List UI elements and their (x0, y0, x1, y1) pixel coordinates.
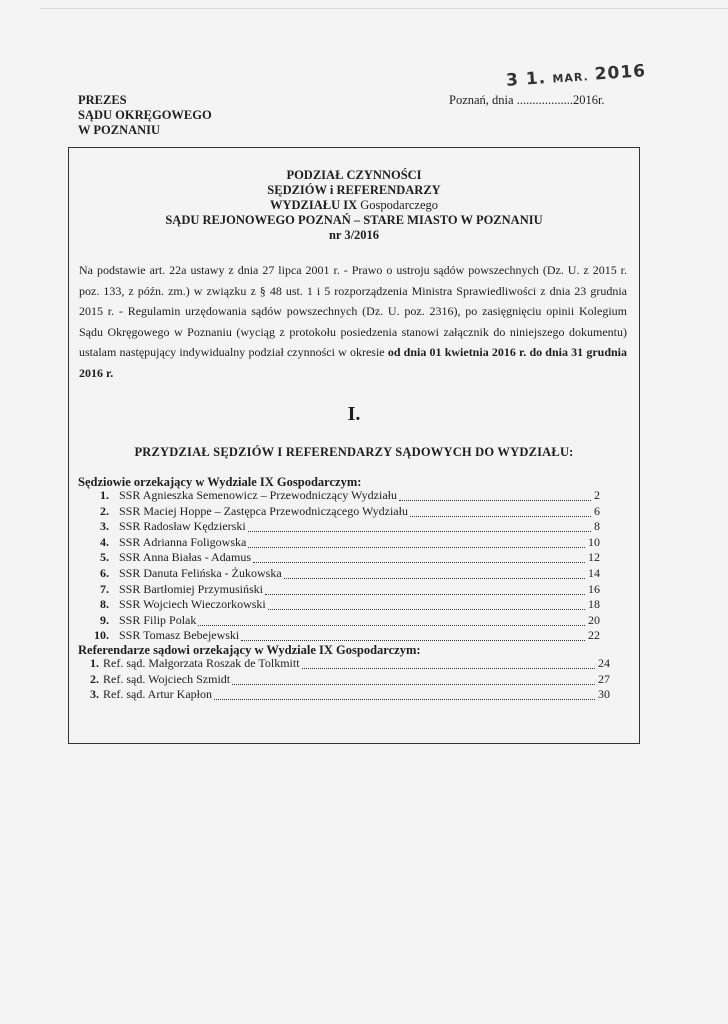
referendary-entry-dot-leader (302, 667, 595, 669)
referendary-entry (69, 687, 639, 703)
judge-entry-page: 12 (588, 550, 600, 565)
judge-entry (69, 504, 639, 520)
judge-entry-number: 9. (100, 612, 109, 627)
referendary-entry-number: 1. (90, 656, 99, 670)
title-line-3-rest: Gospodarczego (357, 198, 439, 212)
judge-entry-dot-leader (248, 530, 591, 532)
judge-entry-page: 8 (594, 519, 600, 534)
issuer-line-3: W POZNANIU (78, 123, 161, 137)
judge-entry (69, 535, 639, 551)
judge-entry-dot-leader (284, 577, 585, 579)
judge-entry-name: SSR Anna Białas - Adamus (119, 550, 252, 565)
judge-entry-name: SSR Radosław Kędzierski (119, 519, 246, 534)
judge-entry-page: 20 (588, 612, 600, 627)
judges-list (69, 488, 639, 644)
judge-entry-name: SSR Wojciech Wieczorkowski (119, 597, 266, 612)
title-line-4: SĄDU REJONOWEGO POZNAŃ – STARE MIASTO W POZNANIU (165, 213, 543, 227)
section-title: PRZYDZIAŁ SĘDZIÓW I REFERENDARZY SĄDOWYCH DO WYDZIAŁU: (134, 445, 574, 459)
section-number: I. (347, 403, 361, 425)
referendary-entry-page: 24 (598, 656, 610, 670)
issuer-line-2: SĄDU OKRĘGOWEGO (78, 108, 212, 122)
judge-entry-dot-leader (268, 608, 585, 610)
judge-entry-number: 8. (100, 597, 109, 612)
judge-entry-page: 18 (588, 597, 600, 612)
judge-entry-page: 6 (594, 503, 600, 518)
judge-entry (69, 582, 639, 598)
judge-entry (69, 519, 639, 535)
judge-entry (69, 550, 639, 566)
referendaries-list (69, 656, 639, 703)
judge-entry-dot-leader (198, 624, 585, 626)
referendary-entry-dot-leader (214, 698, 595, 700)
legal-basis-paragraph (79, 260, 627, 383)
stamp-day: 3 1. (505, 68, 547, 91)
content-frame (68, 147, 640, 744)
judge-entry (69, 613, 639, 629)
referendary-entry-name: Ref. sąd. Wojciech Szmidt (103, 671, 231, 686)
judges-heading: Sędziowie orzekający w Wydziale IX Gospodarczym: (78, 475, 362, 489)
title-line-3 (69, 198, 639, 213)
judge-entry-dot-leader (265, 593, 585, 595)
judge-entry-number: 4. (100, 534, 109, 549)
judge-entry-number: 10. (94, 628, 109, 643)
received-date-stamp (505, 61, 646, 91)
judge-entry (69, 488, 639, 504)
judge-entry-page: 10 (588, 534, 600, 549)
judge-entry-dot-leader (253, 561, 585, 563)
referendary-entry (69, 656, 639, 672)
judge-entry-name: SSR Tomasz Bebejewski (119, 628, 240, 643)
referendary-entry (69, 672, 639, 688)
judge-entry-number: 5. (100, 550, 109, 565)
stamp-year: 2016 (594, 61, 647, 85)
referendary-entry-name: Ref. sąd. Artur Kapłon (103, 687, 212, 702)
place-date: Poznań, dnia ..................2016r. (449, 93, 605, 107)
judge-entry-name: SSR Agnieszka Semenowicz – Przewodniczący Wydziału (119, 488, 397, 502)
judge-entry-name: SSR Maciej Hoppe – Zastępca Przewodniczącego Wydziału (119, 503, 408, 518)
judge-entry-page: 2 (594, 488, 600, 502)
stamp-month: MAR. (551, 70, 590, 86)
judge-entry-number: 2. (100, 503, 109, 518)
judge-entry (69, 597, 639, 613)
judge-entry-page: 16 (588, 581, 600, 596)
title-line-2: SĘDZIÓW i REFERENDARZY (267, 183, 441, 197)
referendary-entry-number: 3. (90, 687, 99, 702)
legal-basis-text: Na podstawie art. 22a ustawy z dnia 27 lipca 2001 r. - Prawo o ustroju sądów powszechnych (Dz. U. z 2015 r. poz. 133, z późn. zm.) w związku z § 48 ust. 1 i 5 rozporządzenia Ministra Sprawiedliwości z dnia 23 grudnia 2015 r. - Regulamin urzędowania sądów powszechnych (Dz. U. poz. 2316), po zasięgnięciu opinii Kolegium Sądu Okręgowego w Poznaniu (wyciąg z protokołu posiedzenia stanowi załącznik do niniejszego dokumentu) ustalam następujący indywidualny podział czynności w okresie (79, 263, 627, 359)
referendary-entry-number: 2. (90, 671, 99, 686)
judge-entry-page: 22 (588, 628, 600, 643)
referendary-entry-name: Ref. sąd. Małgorzata Roszak de Tolkmitt (103, 656, 300, 670)
referendary-entry-page: 30 (598, 687, 610, 702)
judge-entry-dot-leader (399, 499, 591, 501)
judge-entry-name: SSR Bartłomiej Przymusiński (119, 581, 264, 596)
referendary-entry-dot-leader (232, 683, 595, 685)
title-line-1: PODZIAŁ CZYNNOŚCI (286, 168, 422, 182)
title-line-5: nr 3/2016 (328, 228, 380, 242)
issuer-line-1: PREZES (78, 93, 127, 107)
judge-entry-number: 6. (100, 565, 109, 580)
judge-entry-dot-leader (248, 546, 585, 548)
judge-entry-dot-leader (410, 515, 591, 517)
judge-entry-number: 1. (100, 488, 109, 502)
judge-entry (69, 566, 639, 582)
judge-entry-number: 7. (100, 581, 109, 596)
document-title (69, 168, 639, 243)
judge-entry-name: SSR Adrianna Foligowska (119, 534, 247, 549)
judge-entry-page: 14 (588, 565, 600, 580)
judge-entry-number: 3. (100, 519, 109, 534)
judge-entry-dot-leader (241, 639, 585, 641)
judge-entry-name: SSR Filip Polak (119, 612, 197, 627)
validity-period: od dnia 01 kwietnia 2016 r. do dnia 31 grudnia 2016 r. (79, 345, 627, 380)
judge-entry-name: SSR Danuta Felińska - Żukowska (119, 565, 282, 580)
scan-edge-line (40, 8, 728, 9)
issuer-block (78, 93, 212, 138)
referendaries-heading: Referendarze sądowi orzekający w Wydziale IX Gospodarczym: (78, 643, 421, 657)
referendary-entry-page: 27 (598, 671, 610, 686)
judge-entry (69, 628, 639, 644)
title-line-3-bold: WYDZIAŁU IX (269, 198, 358, 212)
